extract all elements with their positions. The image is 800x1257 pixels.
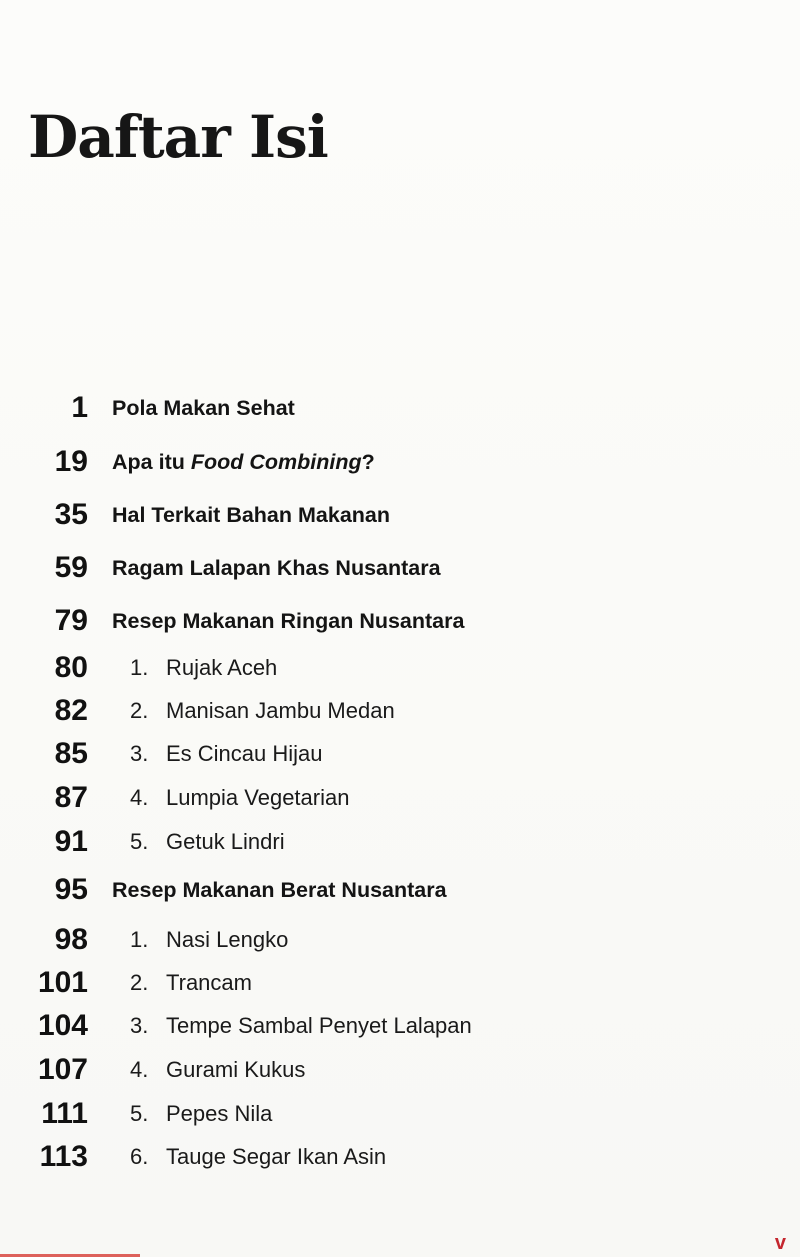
toc-entry-text: Manisan Jambu Medan <box>166 698 395 723</box>
toc-page-number: 113 <box>39 1140 88 1173</box>
toc-entry-index: 5. <box>130 1101 149 1126</box>
toc-label-suffix: ? <box>361 450 375 474</box>
toc-entry-label <box>130 920 288 960</box>
toc-entry-index: 3. <box>130 741 149 766</box>
toc-page-number: 91 <box>54 825 88 858</box>
toc-entry-index: 1. <box>130 655 149 680</box>
toc-entry-index: 4. <box>130 1057 149 1082</box>
toc-entry-recipe[interactable] <box>0 1006 620 1046</box>
toc-entry-label: Resep Makanan Ringan Nusantara <box>112 609 465 633</box>
toc-entry-recipe[interactable] <box>0 648 620 688</box>
toc-entry-recipe[interactable] <box>0 1137 620 1177</box>
page-number: v <box>774 1232 786 1254</box>
toc-entry-recipe[interactable] <box>0 920 620 960</box>
toc-entry-label <box>130 734 323 774</box>
toc-entry-label: Ragam Lalapan Khas Nusantara <box>112 556 441 580</box>
toc-entry-label <box>130 963 252 1003</box>
toc-page-number: 104 <box>37 1009 88 1042</box>
toc-entry-label <box>130 822 285 862</box>
toc-entry-chapter[interactable] <box>0 442 620 482</box>
toc-page-number: 107 <box>37 1053 88 1086</box>
toc-entry-label <box>130 691 395 731</box>
toc-entry-label <box>130 1137 386 1177</box>
toc-entry-recipe[interactable] <box>0 1094 620 1134</box>
toc-entry-text: Getuk Lindri <box>166 829 285 854</box>
toc-page-number: 85 <box>54 737 88 770</box>
toc-entry-label: Resep Makanan Berat Nusantara <box>112 878 447 902</box>
toc-entry-chapter[interactable] <box>0 601 620 641</box>
toc-entry-text: Pepes Nila <box>166 1101 273 1126</box>
toc-label-italic: Food Combining <box>190 450 362 474</box>
toc-entry-label <box>112 442 375 482</box>
toc-entry-text: Es Cincau Hijau <box>166 741 323 766</box>
toc-page-number: 1 <box>71 391 88 424</box>
toc-entry-index: 3. <box>130 1013 149 1038</box>
toc-entry-label: Pola Makan Sehat <box>112 396 295 420</box>
toc-entry-text: Gurami Kukus <box>166 1057 306 1082</box>
toc-entry-label <box>130 648 277 688</box>
toc-entry-label <box>130 1050 305 1090</box>
toc-entry-chapter[interactable] <box>0 388 620 428</box>
toc-entry-label <box>130 1094 272 1134</box>
toc-page-number: 98 <box>54 923 88 956</box>
toc-entry-text: Rujak Aceh <box>166 655 278 680</box>
toc-entry-chapter[interactable] <box>0 870 620 910</box>
toc-entry-recipe[interactable] <box>0 1050 620 1090</box>
toc-entry-text: Tauge Segar Ikan Asin <box>166 1144 387 1169</box>
toc-entry-recipe[interactable] <box>0 734 620 774</box>
toc-entry-index: 1. <box>130 927 149 952</box>
toc-entry-chapter[interactable] <box>0 495 620 535</box>
toc-page-number: 80 <box>54 651 88 684</box>
toc-entry-text: Lumpia Vegetarian <box>166 785 350 810</box>
toc-page-number: 35 <box>54 498 88 531</box>
toc-page-number: 95 <box>54 873 88 906</box>
toc-entry-chapter[interactable] <box>0 548 620 588</box>
toc-entry-label: Hal Terkait Bahan Makanan <box>112 503 390 527</box>
toc-entry-text: Tempe Sambal Penyet Lalapan <box>166 1013 472 1038</box>
toc-entry-index: 2. <box>130 970 149 995</box>
toc-page-number: 87 <box>54 781 88 814</box>
toc-entry-label <box>130 778 349 818</box>
toc-entry-text: Nasi Lengko <box>166 927 289 952</box>
toc-page-number: 101 <box>37 966 88 999</box>
toc-page-number: 111 <box>41 1097 88 1130</box>
toc-entry-index: 4. <box>130 785 149 810</box>
toc-page-number: 59 <box>54 551 88 584</box>
toc-entry-index: 5. <box>130 829 149 854</box>
toc-entry-text: Trancam <box>166 970 252 995</box>
toc-entry-recipe[interactable] <box>0 778 620 818</box>
toc-entry-recipe[interactable] <box>0 963 620 1003</box>
page-title: Daftar Isi <box>28 103 328 171</box>
toc-entry-label <box>130 1006 472 1046</box>
toc-page-number: 19 <box>54 445 88 478</box>
toc-entry-index: 2. <box>130 698 149 723</box>
toc-label-prefix: Apa itu <box>112 450 191 474</box>
toc-entry-index: 6. <box>130 1144 149 1169</box>
toc-page-number: 79 <box>54 604 88 637</box>
toc-page-number: 82 <box>54 694 88 727</box>
toc-entry-recipe[interactable] <box>0 691 620 731</box>
toc-entry-recipe[interactable] <box>0 822 620 862</box>
